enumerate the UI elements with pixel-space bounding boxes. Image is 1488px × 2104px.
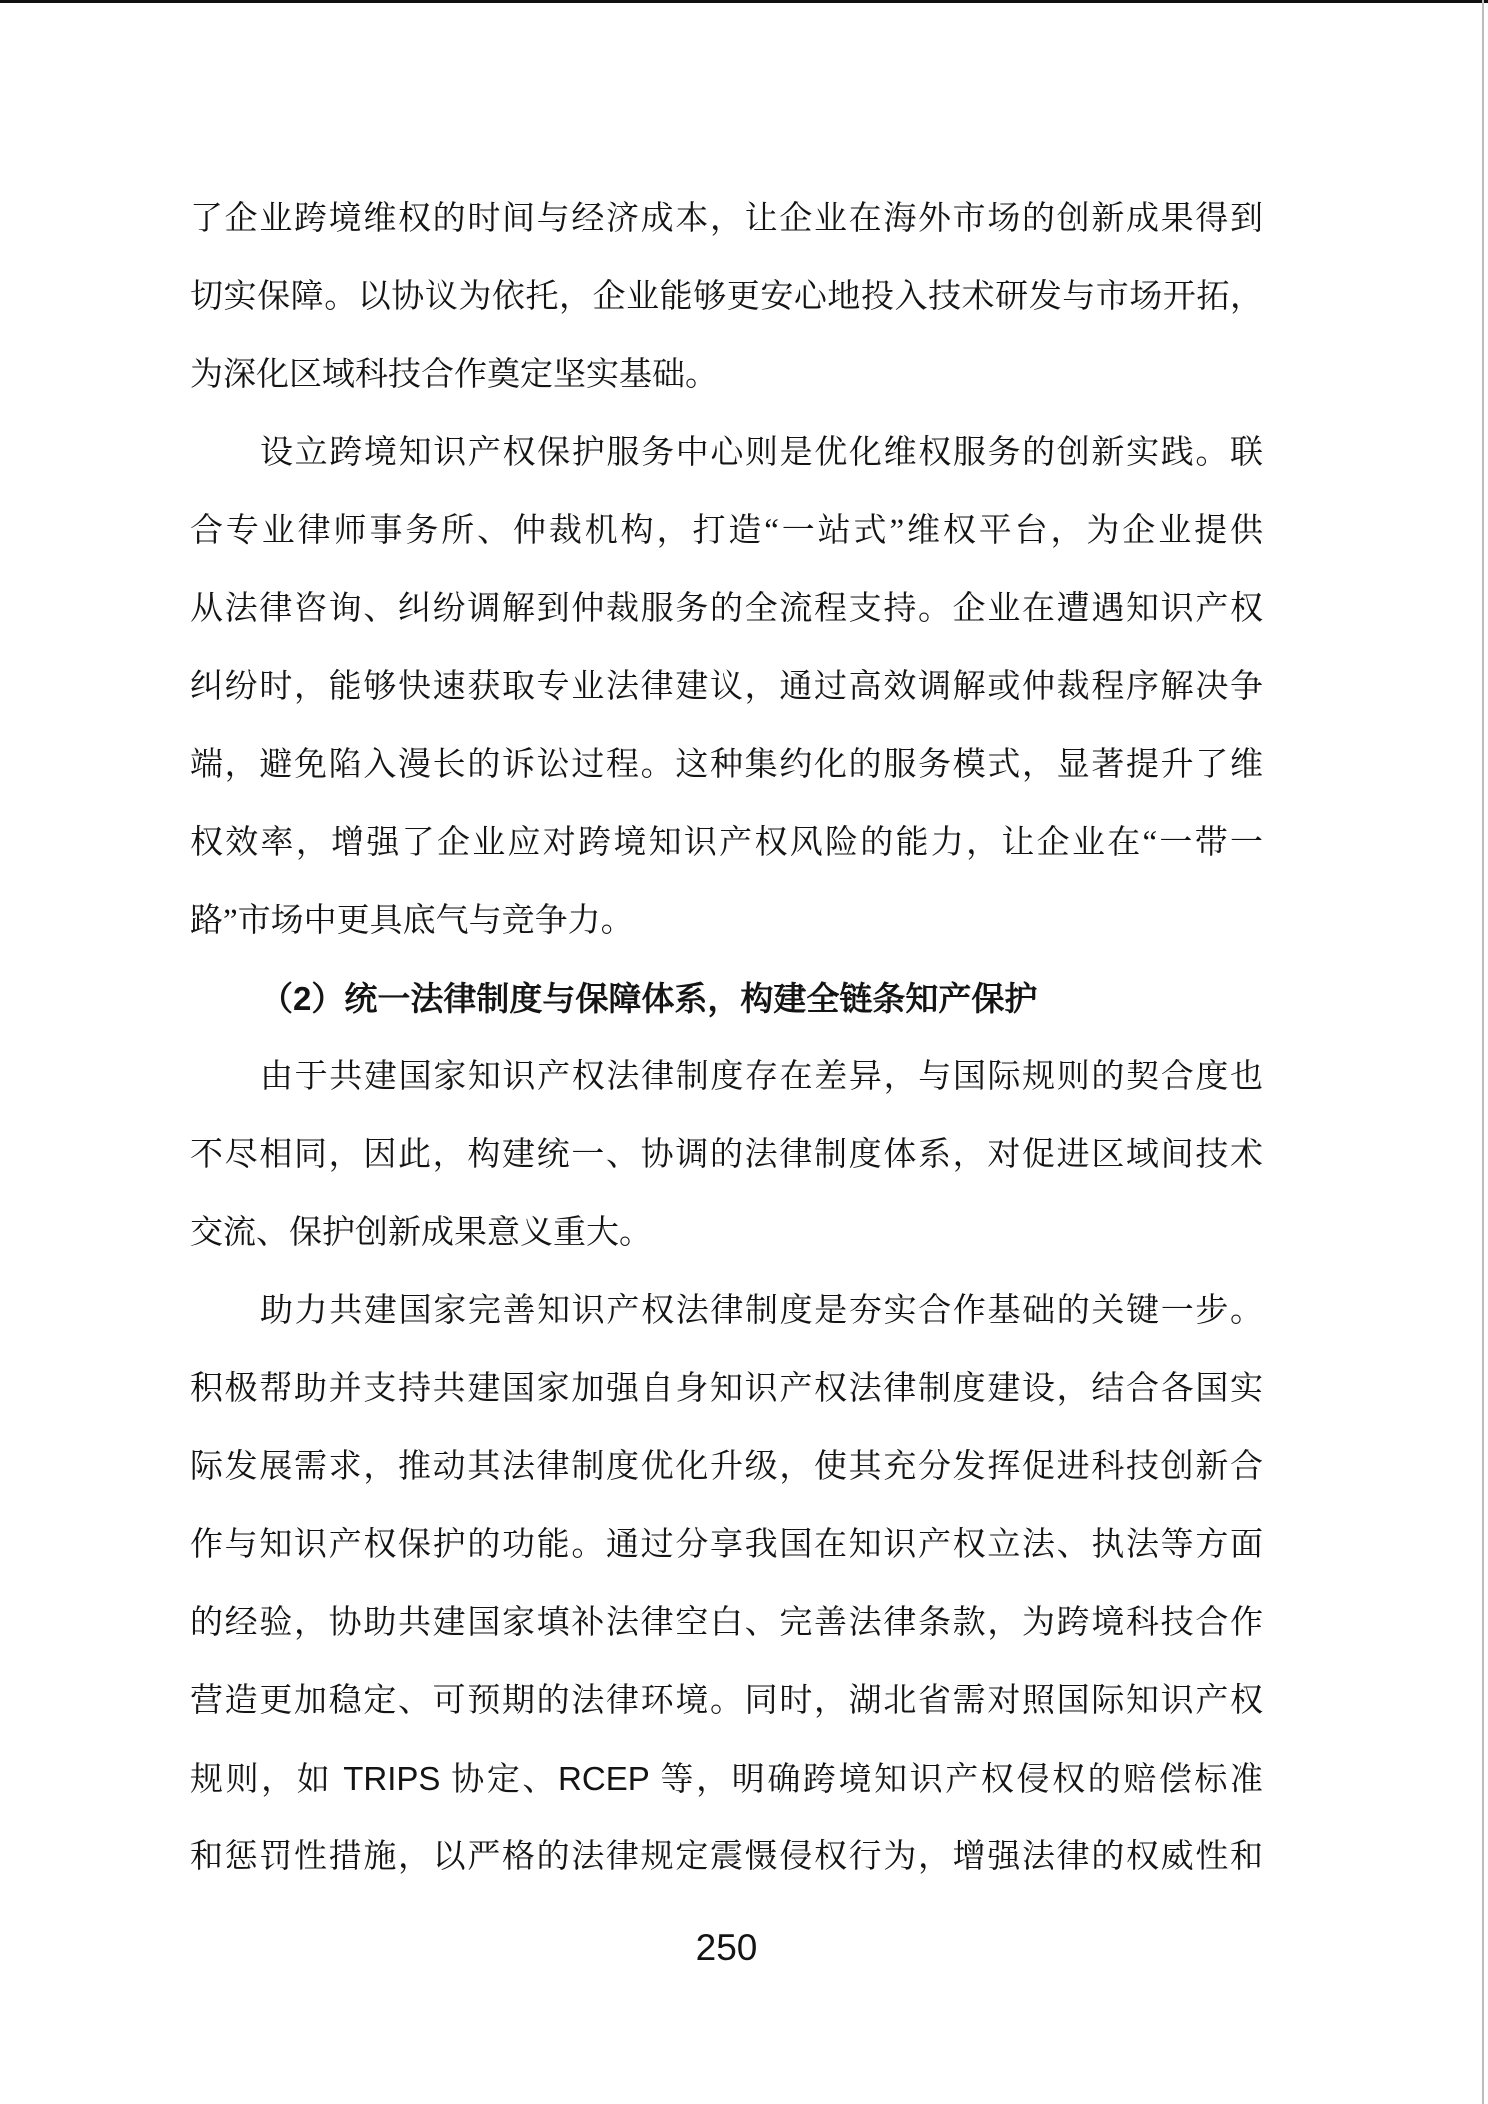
text-line: 的经验，协助共建国家填补法律空白、完善法律条款，为跨境科技合作 [190,1605,1263,1641]
text-line: 交流、保护创新成果意义重大。 [190,1215,652,1251]
text-line: 和惩罚性措施，以严格的法律规定震慑侵权行为，增强法律的权威性和 [190,1839,1263,1875]
text-segment: 等，明确跨境知识产权侵权的赔偿标准 [649,1762,1264,1798]
text-segment: 规则，如 [190,1762,344,1798]
text-line: 权效率，增强了企业应对跨境知识产权风险的能力，让企业在“一带一 [190,825,1263,861]
text-line: 作与知识产权保护的功能。通过分享我国在知识产权立法、执法等方面 [190,1527,1263,1563]
text-block [190,180,1263,1896]
text-line [190,1740,1263,1818]
text-line: 设立跨境知识产权保护服务中心则是优化维权服务的创新实践。联 [260,435,1263,471]
acronym-trips: TRIPS [343,1760,441,1797]
section-heading: （2）统一法律制度与保障体系，构建全链条知产保护 [260,980,1038,1017]
text-line: 际发展需求，推动其法律制度优化升级，使其充分发挥促进科技创新合 [190,1449,1263,1485]
text-line: 纠纷时，能够快速获取专业法律建议，通过高效调解或仲裁程序解决争 [190,669,1263,705]
text-line: 助力共建国家完善知识产权法律制度是夯实合作基础的关键一步。 [260,1293,1263,1329]
text-line: 不尽相同，因此，构建统一、协调的法律制度体系，对促进区域间技术 [190,1137,1263,1173]
page-number: 250 [695,1927,758,1968]
page-top-edge [0,0,1488,3]
text-line: 由于共建国家知识产权法律制度存在差异，与国际规则的契合度也 [260,1059,1263,1095]
text-line: 合专业律师事务所、仲裁机构，打造“一站式”维权平台，为企业提供 [190,513,1263,549]
text-line: 了企业跨境维权的时间与经济成本，让企业在海外市场的创新成果得到 [190,201,1263,237]
text-segment: 协定、 [440,1762,559,1798]
text-line: 营造更加稳定、可预期的法律环境。同时，湖北省需对照国际知识产权 [190,1683,1263,1719]
acronym-rcep: RCEP [558,1760,650,1797]
text-line: 积极帮助并支持共建国家加强自身知识产权法律制度建设，结合各国实 [190,1371,1263,1407]
text-line: 端，避免陷入漫长的诉讼过程。这种集约化的服务模式，显著提升了维 [190,747,1263,783]
text-line: 从法律咨询、纠纷调解到仲裁服务的全流程支持。企业在遭遇知识产权 [190,591,1263,627]
text-line: 切实保障。以协议为依托，企业能够更安心地投入技术研发与市场开拓， [190,279,1263,315]
page-right-edge-line [1482,0,1484,2104]
text-line: 为深化区域科技合作奠定坚实基础。 [190,357,718,393]
text-line: 路”市场中更具底气与竞争力。 [190,903,634,939]
